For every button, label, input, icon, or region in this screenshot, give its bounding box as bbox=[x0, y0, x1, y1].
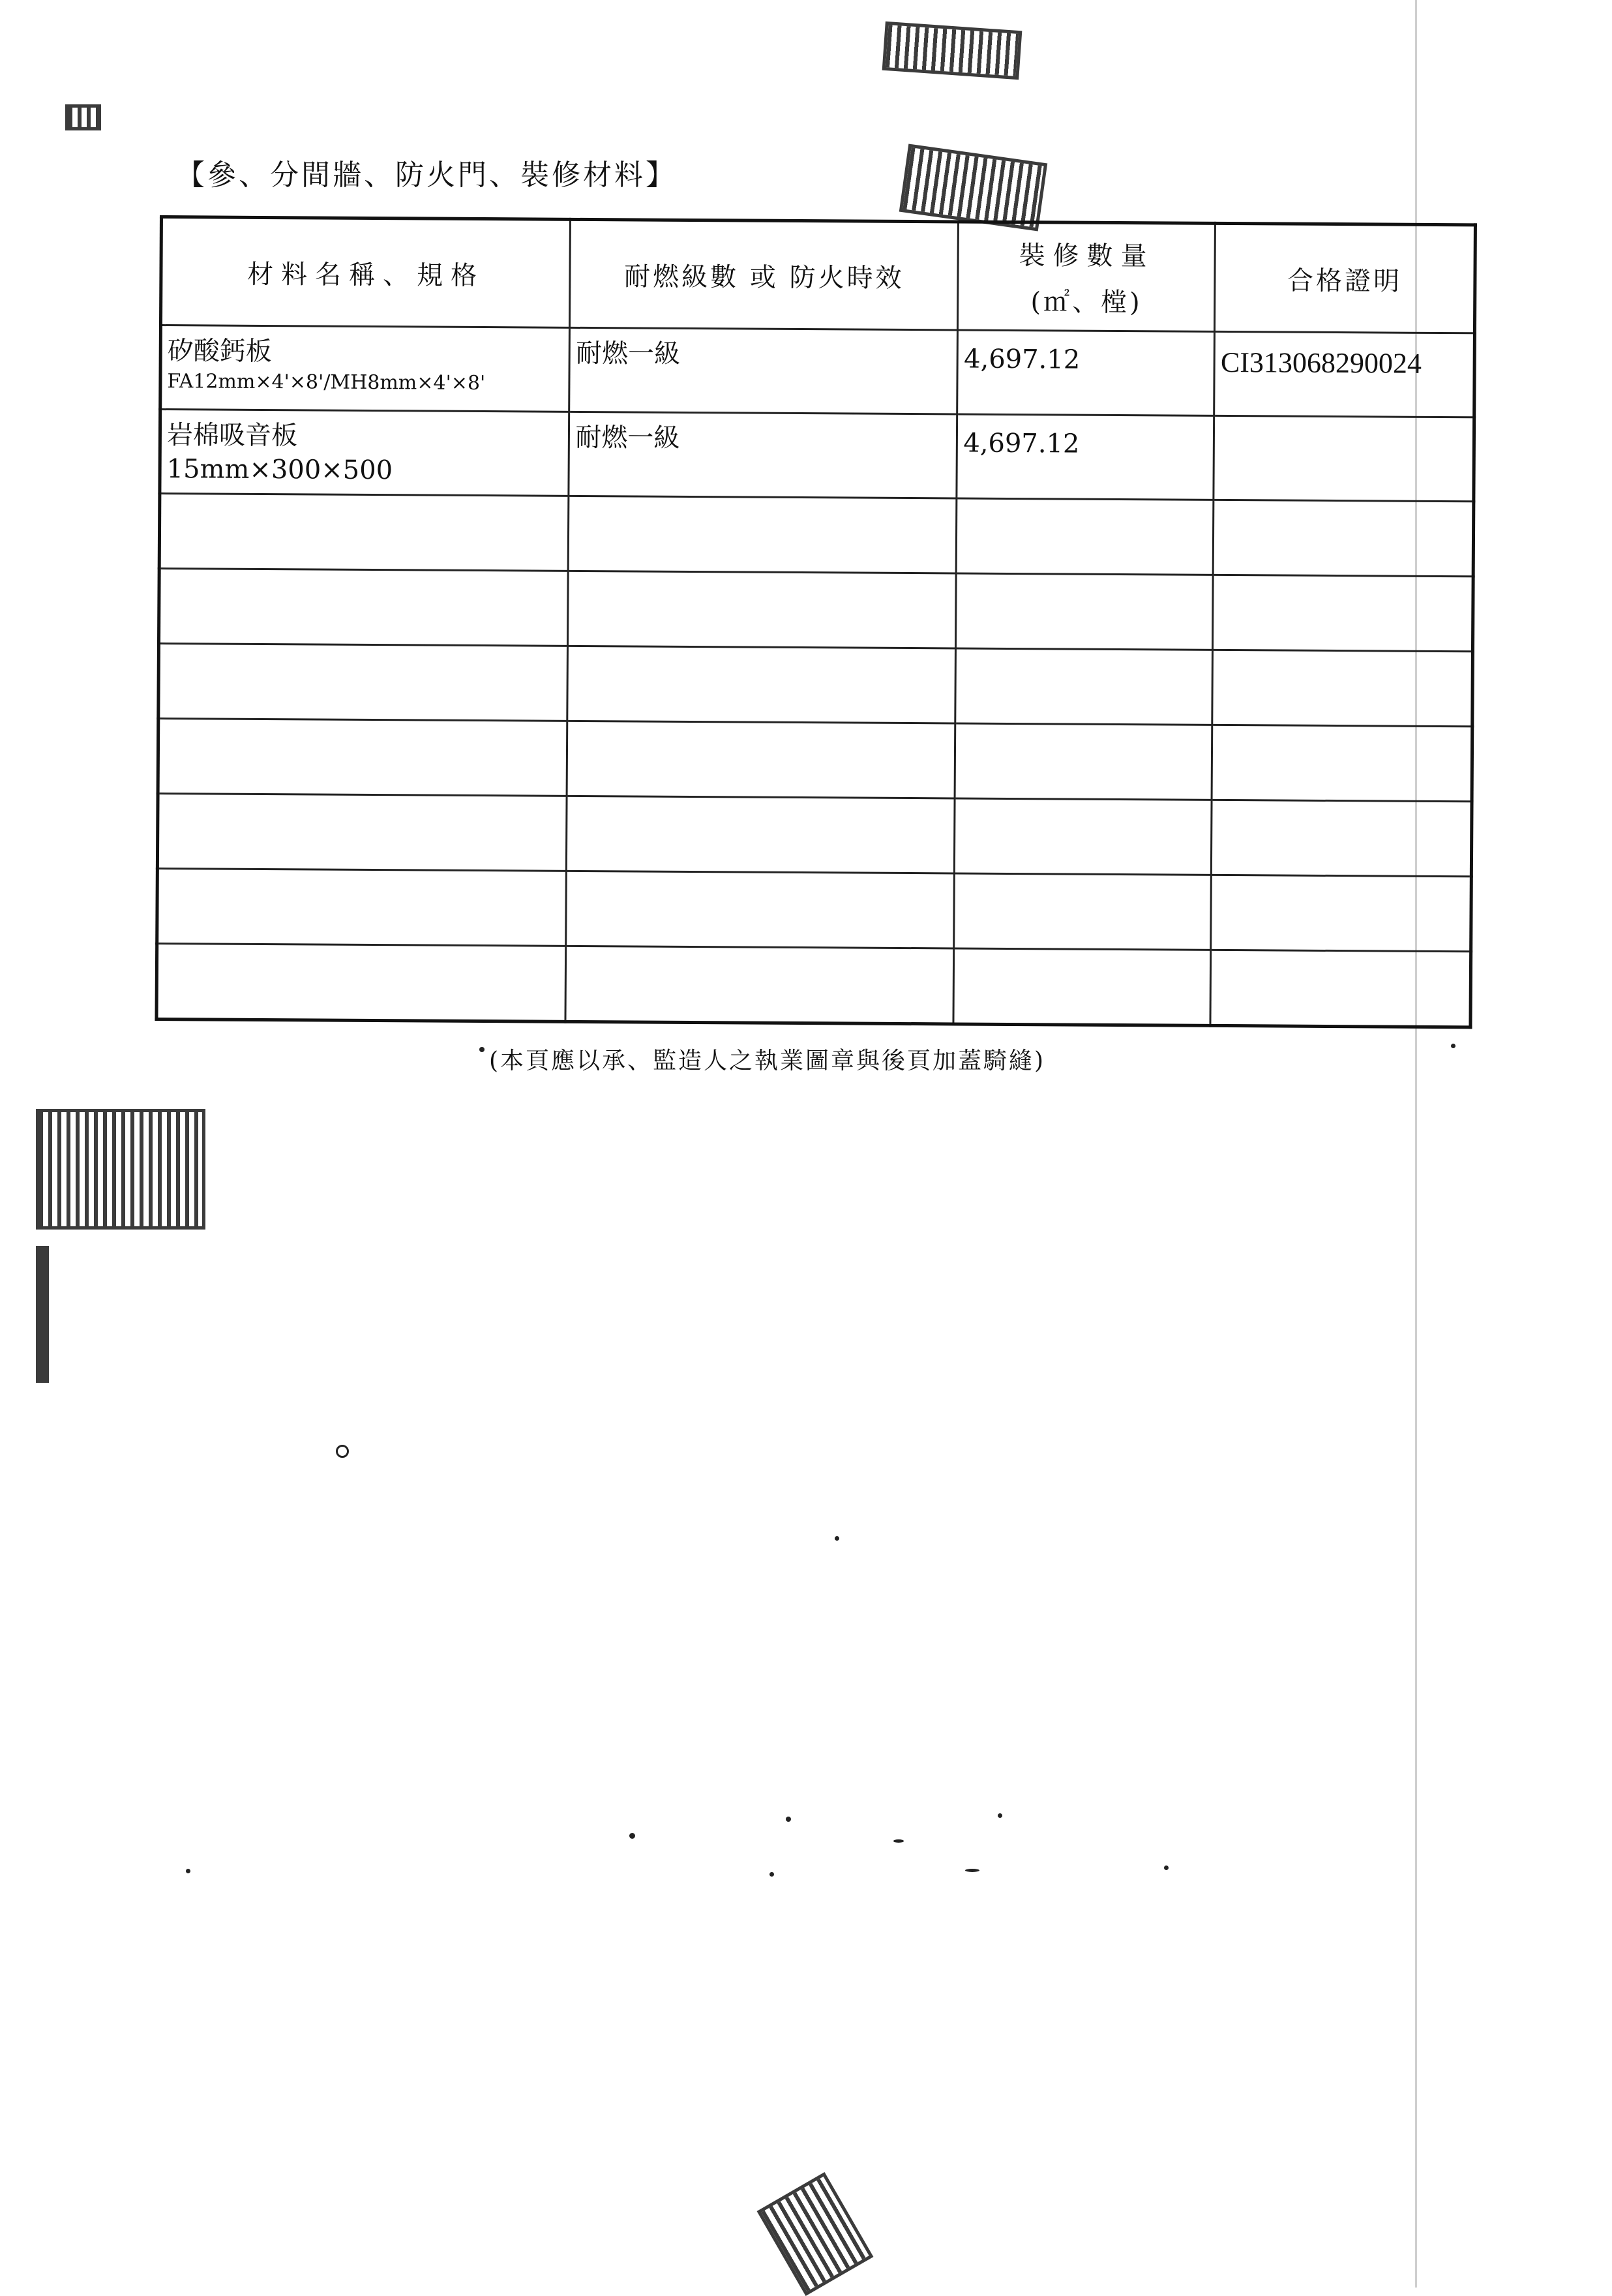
rating-cell: 耐燃一級 bbox=[569, 327, 958, 414]
quantity-cell bbox=[954, 873, 1212, 950]
header-material: 材料名稱、規格 bbox=[160, 217, 570, 328]
materials-table bbox=[155, 215, 1477, 1029]
scan-speck bbox=[186, 1869, 190, 1873]
quantity-value: 4,697.12 bbox=[963, 344, 1081, 375]
bottom-stamp bbox=[757, 2172, 874, 2296]
scan-speck bbox=[1164, 1865, 1169, 1870]
certificate-cell bbox=[1210, 950, 1470, 1027]
table-row bbox=[157, 868, 1472, 951]
table-row bbox=[158, 569, 1473, 652]
quantity-cell bbox=[957, 498, 1214, 575]
quantity-value: 4,697.12 bbox=[963, 428, 1080, 459]
footnote: (本頁應以承、監造人之執業圖章與後頁加蓋騎縫) bbox=[489, 1048, 1046, 1074]
material-name: 岩棉吸音板 bbox=[166, 420, 298, 451]
seal-stamp bbox=[36, 1109, 205, 1230]
top-stamp bbox=[882, 22, 1022, 80]
table-row bbox=[160, 325, 1475, 417]
quantity-cell bbox=[957, 330, 1215, 415]
material-spec: FA12mm×4'×8'/MH8mm×4'×8' bbox=[167, 370, 486, 395]
header-certificate-label: 合格證明 bbox=[1287, 265, 1403, 297]
rating-cell bbox=[569, 496, 957, 573]
table-row bbox=[157, 793, 1472, 876]
rating-cell bbox=[567, 721, 955, 798]
section-title: 【參、分間牆、防火門、裝修材料】 bbox=[176, 159, 677, 192]
material-cell bbox=[158, 644, 568, 721]
title-stamp bbox=[899, 144, 1048, 232]
quantity-cell bbox=[955, 723, 1212, 800]
material-cell bbox=[159, 494, 569, 571]
table-header-row bbox=[160, 217, 1475, 333]
scan-speck bbox=[965, 1869, 979, 1872]
quantity-cell bbox=[955, 798, 1212, 875]
material-cell bbox=[158, 719, 567, 796]
rating-cell bbox=[567, 796, 955, 873]
certificate-cell bbox=[1214, 331, 1474, 417]
scan-speck bbox=[479, 1047, 485, 1052]
header-quantity bbox=[958, 222, 1216, 331]
header-quantity-unit: (㎡、樘) bbox=[1030, 287, 1142, 318]
table-row bbox=[160, 410, 1474, 502]
quantity-cell bbox=[953, 948, 1211, 1025]
scan-speck bbox=[336, 1445, 349, 1458]
material-cell bbox=[157, 868, 567, 946]
left-corner-mark bbox=[65, 104, 101, 130]
material-cell bbox=[160, 325, 570, 412]
certificate-cell bbox=[1212, 650, 1472, 726]
material-cell bbox=[158, 569, 568, 646]
scan-speck bbox=[835, 1536, 839, 1541]
quantity-cell bbox=[957, 414, 1214, 500]
certificate-cell bbox=[1214, 500, 1474, 576]
rating-cell bbox=[567, 646, 956, 723]
scan-speck bbox=[629, 1833, 635, 1839]
material-name: 矽酸鈣板 bbox=[167, 336, 272, 367]
rating-cell bbox=[568, 571, 957, 648]
material-cell bbox=[157, 793, 567, 871]
table-row bbox=[159, 494, 1474, 577]
certificate-cell bbox=[1213, 575, 1473, 651]
header-certificate bbox=[1215, 223, 1476, 333]
scan-speck bbox=[998, 1813, 1002, 1818]
certificate-cell bbox=[1212, 800, 1472, 876]
scan-speck bbox=[769, 1872, 774, 1877]
certificate-number: CI313068290024 bbox=[1220, 346, 1422, 380]
header-rating bbox=[570, 219, 959, 330]
quantity-cell bbox=[956, 573, 1214, 650]
material-cell bbox=[160, 410, 569, 496]
scan-speck bbox=[1451, 1044, 1455, 1048]
quantity-cell bbox=[955, 648, 1213, 725]
rating-cell: 耐燃一級 bbox=[569, 412, 957, 498]
certificate-cell bbox=[1211, 875, 1471, 951]
header-quantity-label: 裝修數量 bbox=[1019, 241, 1155, 272]
table-row bbox=[157, 943, 1471, 1027]
material-spec: 15mm×300×500 bbox=[166, 454, 393, 486]
left-margin-mark bbox=[36, 1246, 49, 1383]
table-row bbox=[158, 719, 1472, 802]
certificate-cell bbox=[1212, 725, 1472, 801]
table-row bbox=[158, 644, 1473, 727]
rating-cell bbox=[566, 871, 955, 948]
scan-speck bbox=[893, 1839, 904, 1843]
rating-cell bbox=[565, 946, 954, 1024]
scan-speck bbox=[786, 1817, 791, 1822]
certificate-cell bbox=[1214, 415, 1474, 501]
header-rating-label: 耐燃級數 或 防火時效 bbox=[623, 261, 904, 294]
material-cell bbox=[157, 943, 566, 1021]
